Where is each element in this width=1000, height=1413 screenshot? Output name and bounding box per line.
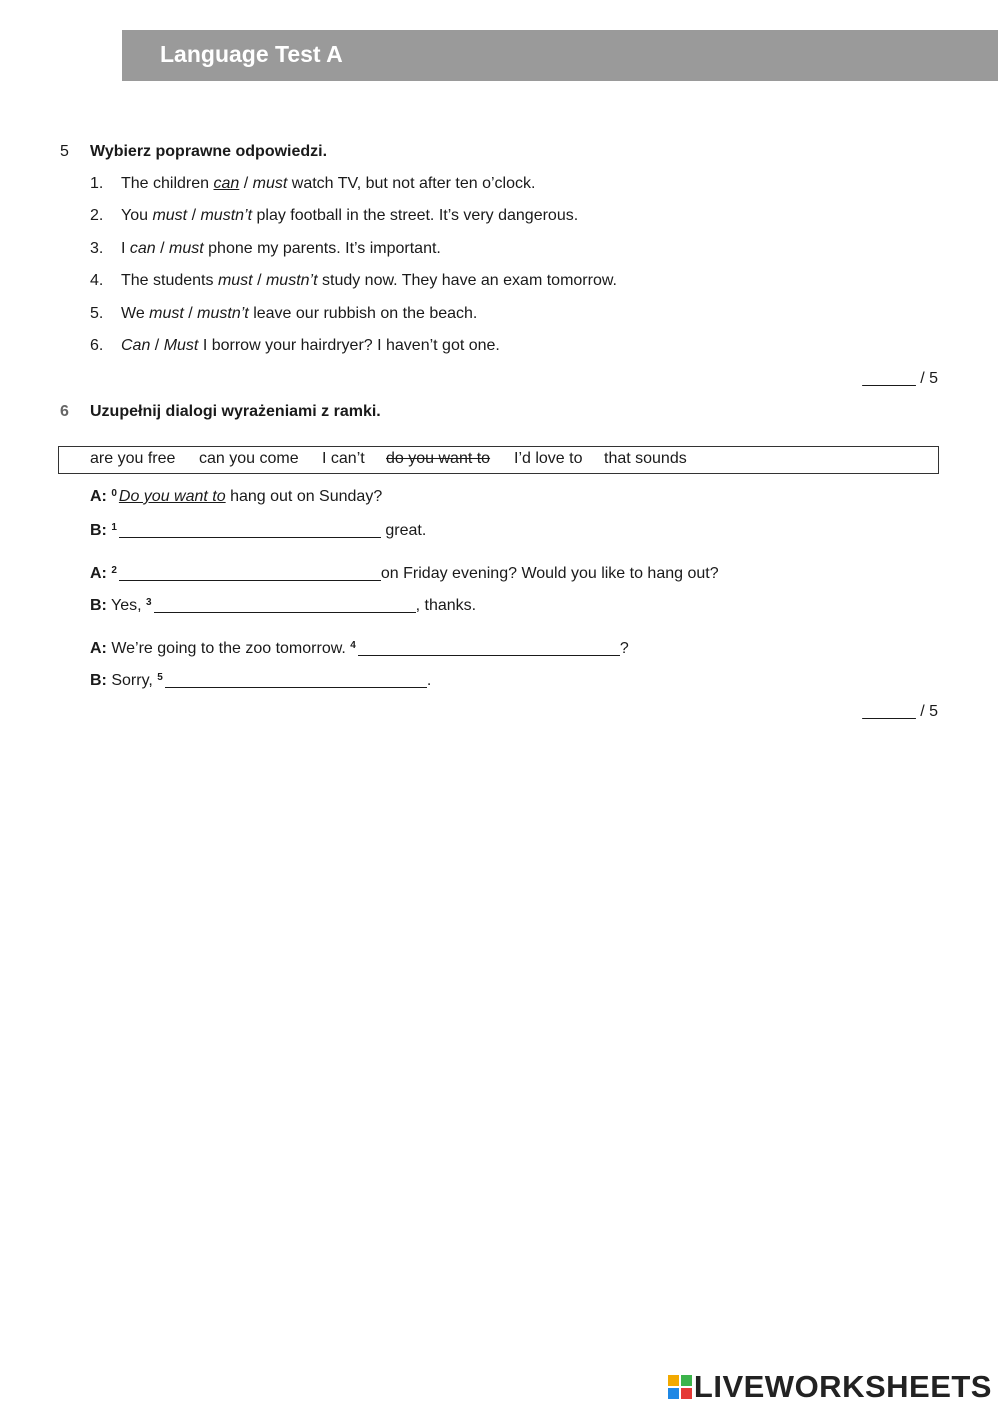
- dialog-line-4: [90, 639, 629, 658]
- dialog-text: Sorry,: [106, 672, 158, 689]
- gap-number: 1: [111, 522, 117, 533]
- option-2[interactable]: Must: [163, 337, 199, 354]
- gap-number: 3: [146, 597, 152, 608]
- page-title: Language Test A: [160, 41, 343, 67]
- phrase-item: I’d love to: [514, 450, 583, 467]
- section-6-score[interactable]: ______ / 5: [862, 703, 938, 720]
- question-text: I borrow your hairdryer? I haven’t got one.: [198, 337, 500, 354]
- option-2[interactable]: must: [252, 175, 288, 192]
- section-6-instruction: Uzupełnij dialogi wyrażeniami z ramki.: [90, 403, 381, 420]
- logo-square: [668, 1375, 679, 1386]
- option-separator: /: [155, 240, 170, 257]
- question-item: [90, 240, 441, 258]
- dialog-line-0: [90, 488, 382, 506]
- logo-square: [681, 1375, 692, 1386]
- gap-number: 5: [157, 672, 163, 683]
- header-bar: [122, 30, 998, 81]
- question-number: 6.: [90, 337, 104, 354]
- question-text: leave our rubbish on the beach.: [248, 305, 478, 322]
- question-item: [90, 207, 578, 225]
- question-text: We: [121, 305, 150, 322]
- option-1[interactable]: Can: [121, 337, 151, 354]
- question-text: study now. They have an exam tomorrow.: [317, 272, 617, 289]
- example-answer: Do you want to: [118, 488, 226, 505]
- option-2[interactable]: mustn’t: [200, 207, 253, 224]
- phrase-item: I can’t: [322, 450, 365, 467]
- option-separator: /: [183, 305, 198, 322]
- option-2[interactable]: mustn’t: [265, 272, 318, 289]
- dialog-text: hang out on Sunday?: [225, 488, 383, 505]
- question-number: 3.: [90, 240, 104, 257]
- dialog-text: We’re going to the zoo tomorrow.: [106, 640, 351, 657]
- question-text: You: [121, 207, 153, 224]
- question-text: phone my parents. It’s important.: [203, 240, 441, 257]
- speaker-label: B:: [90, 522, 107, 539]
- answer-gap-2[interactable]: [119, 564, 381, 581]
- speaker-label: B:: [90, 597, 107, 614]
- section-5-instruction: Wybierz poprawne odpowiedzi.: [90, 143, 328, 160]
- phrase-item: are you free: [90, 450, 176, 467]
- option-1[interactable]: can: [213, 175, 240, 192]
- speaker-label: A:: [90, 488, 107, 505]
- question-number: 2.: [90, 207, 104, 224]
- answer-gap-5[interactable]: [165, 671, 427, 688]
- option-separator: /: [150, 337, 164, 354]
- dialog-text: , thanks.: [415, 597, 477, 614]
- question-text: watch TV, but not after ten o’clock.: [287, 175, 536, 192]
- question-number: 5.: [90, 305, 104, 322]
- answer-gap-1[interactable]: [119, 521, 381, 538]
- dialog-line-3: [90, 596, 476, 615]
- phrase-item: can you come: [199, 450, 299, 467]
- question-item: [90, 272, 617, 290]
- logo-text: LIVEWORKSHEETS: [693, 1369, 992, 1404]
- question-number: 4.: [90, 272, 104, 289]
- option-2[interactable]: mustn’t: [197, 305, 249, 322]
- question-text: play football in the street. It’s very dangerous.: [252, 207, 579, 224]
- option-separator: /: [187, 207, 201, 224]
- gap-number: 0: [111, 488, 117, 499]
- option-1[interactable]: must: [149, 305, 184, 322]
- answer-gap-4[interactable]: [358, 639, 620, 656]
- question-item: [90, 175, 535, 193]
- phrase-box: [58, 446, 939, 474]
- section-6-number: 6: [60, 403, 69, 420]
- answer-gap-3[interactable]: [154, 596, 416, 613]
- gap-number: 2: [111, 565, 117, 576]
- logo-square: [668, 1388, 679, 1399]
- dialog-line-1: [90, 521, 426, 540]
- dialog-text: .: [426, 672, 432, 689]
- logo-mark-icon: [668, 1375, 692, 1399]
- dialog-text: Yes,: [106, 597, 147, 614]
- phrase-item-used: do you want to: [386, 450, 491, 467]
- section-5-score[interactable]: ______ / 5: [862, 370, 938, 387]
- option-separator: /: [252, 272, 266, 289]
- option-2[interactable]: must: [169, 240, 204, 257]
- question-text: The students: [121, 272, 218, 289]
- question-item: [90, 305, 477, 323]
- question-number: 1.: [90, 175, 104, 192]
- option-separator: /: [239, 175, 253, 192]
- dialog-line-5: [90, 671, 431, 690]
- gap-number: 4: [350, 640, 356, 651]
- option-1[interactable]: can: [129, 240, 156, 257]
- question-text: The children: [121, 175, 214, 192]
- question-text: I: [121, 240, 130, 257]
- speaker-label: A:: [90, 640, 107, 657]
- logo-square: [681, 1388, 692, 1399]
- speaker-label: A:: [90, 565, 107, 582]
- speaker-label: B:: [90, 672, 107, 689]
- option-1[interactable]: must: [217, 272, 253, 289]
- dialog-text: great.: [380, 522, 427, 539]
- dialog-line-2: [90, 564, 719, 583]
- phrase-item: that sounds: [604, 450, 687, 467]
- dialog-text: on Friday evening? Would you like to hang out?: [380, 565, 719, 582]
- liveworksheets-logo: [668, 1369, 992, 1405]
- option-1[interactable]: must: [152, 207, 188, 224]
- section-5-number: 5: [60, 143, 69, 160]
- dialog-text: ?: [619, 640, 629, 657]
- question-item: [90, 337, 500, 355]
